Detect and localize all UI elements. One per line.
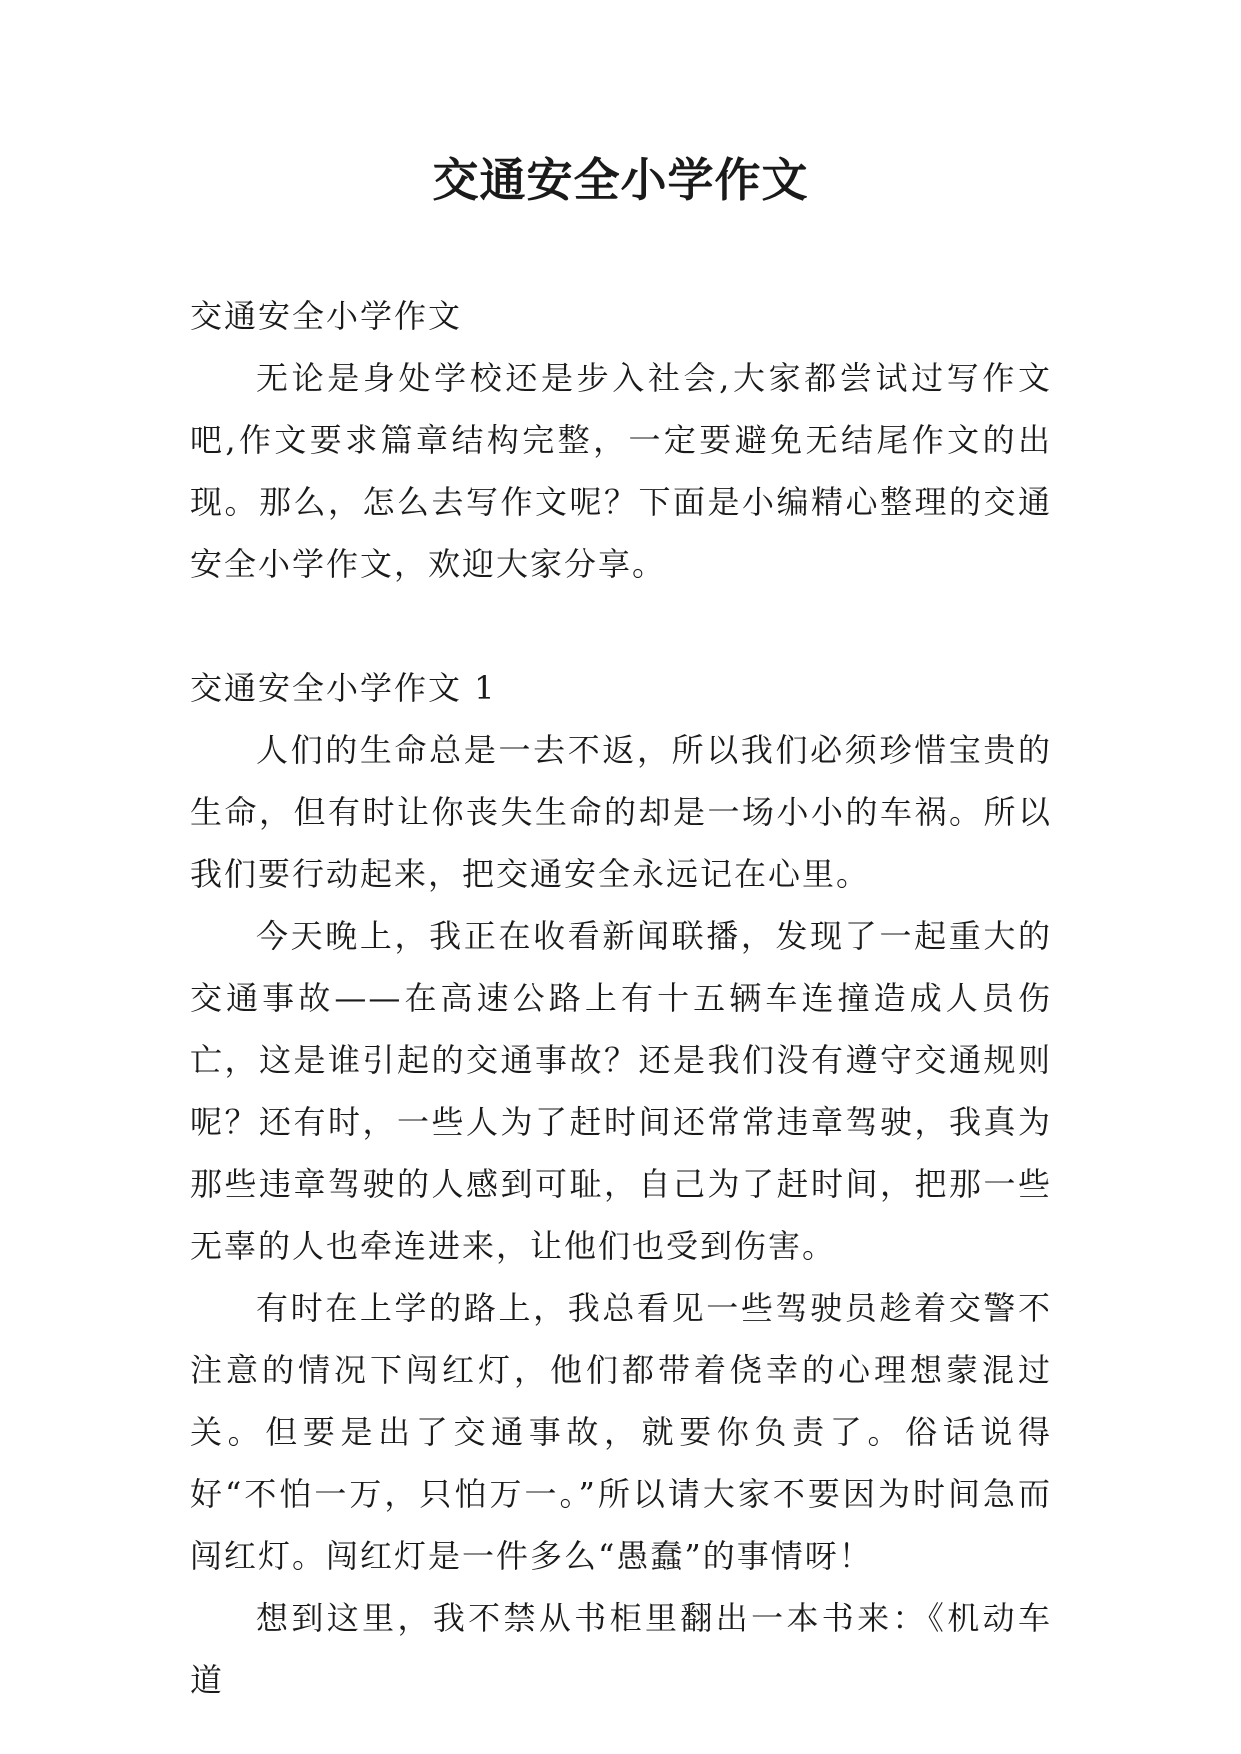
intro-heading: 交通安全小学作文 [190, 297, 463, 335]
intro-paragraph: 无论是身处学校还是步入社会,大家都尝试过写作文吧,作文要求篇章结构完整，一定要避免无结尾作文的出现。那么，怎么去写作文呢？下面是小编精心整理的交通安全小学作文，欢迎大家分享。 [190, 359, 1052, 583]
essay-paragraph: 想到这里，我不禁从书柜里翻出一本书来：《机动车道 [190, 1599, 1052, 1699]
document-title: 交通安全小学作文 [432, 153, 809, 207]
essay-paragraph: 今天晚上，我正在收看新闻联播，发现了一起重大的交通事故——在高速公路上有十五辆车连撞造成人员伤亡，这是谁引起的交通事故？还是我们没有遵守交通规则呢？还有时，一些人为了赶时间还常常违章驾驶，我真为那些违章驾驶的人感到可耻，自己为了赶时间，把那一些无辜的人也牵连进来，让他们也受到伤害。 [190, 917, 1052, 1265]
section-spacer [190, 595, 1052, 657]
essay-heading: 交通安全小学作文 1 [190, 669, 497, 707]
essay-paragraph: 有时在上学的路上，我总看见一些驾驶员趁着交警不注意的情况下闯红灯，他们都带着侥幸的心理想蒙混过关。但要是出了交通事故，就要你负责了。俗话说得好“不怕一万，只怕万一。”所以请大家不要因为时间急而闯红灯。闯红灯是一件多么“愚蠢”的事情呀！ [190, 1289, 1052, 1575]
document-body [190, 285, 1052, 1711]
essay-paragraph: 人们的生命总是一去不返，所以我们必须珍惜宝贵的生命，但有时让你丧失生命的却是一场小小的车祸。所以我们要行动起来，把交通安全永远记在心里。 [190, 731, 1052, 893]
